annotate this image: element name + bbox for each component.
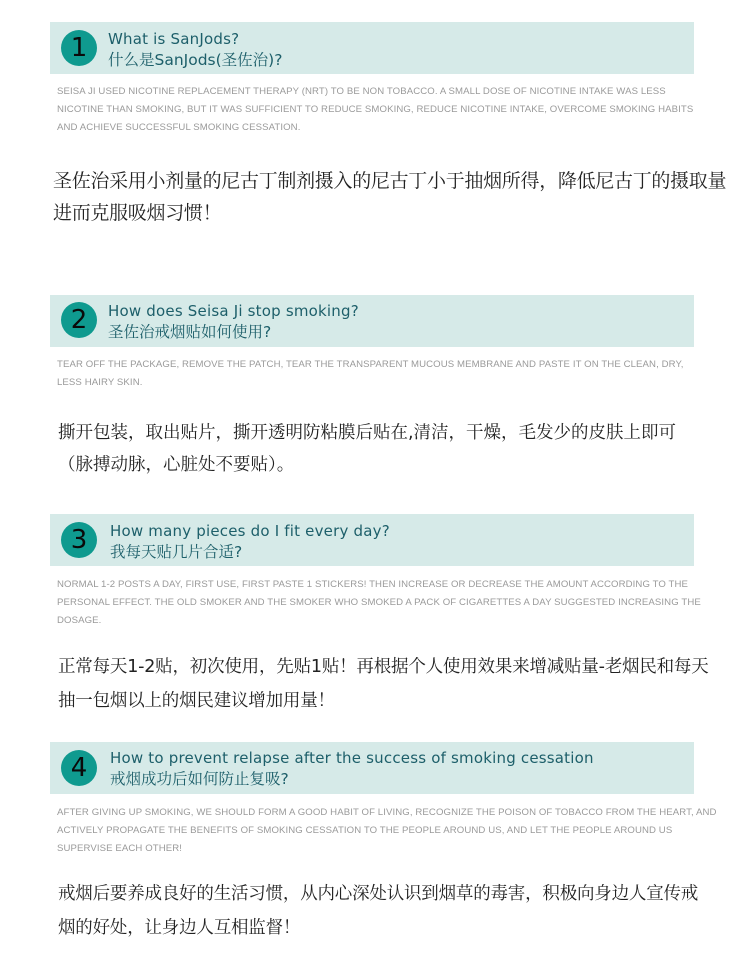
section-number-badge: 3 <box>61 522 97 558</box>
section-body-zh: 撕开包装，取出贴片，撕开透明防粘膜后贴在,清洁，干燥，毛发少的皮肤上即可（脉搏动脉，心脏处不要贴）。 <box>58 423 677 475</box>
section-number-badge: 4 <box>61 750 97 786</box>
section-body-en: AFTER GIVING UP SMOKING, WE SHOULD FORM A GOOD HABIT OF LIVING, RECOGNIZE THE POISON OF TOBACCO FROM THE HEART, AND ACTIVELY PROPAGATE THE BENEFITS OF SMOKING CESSATION TO THE PEOPLE AROUND US, AND LET THE PEOPLE AROUND US SUPERVISE EACH OTHER! <box>57 807 717 854</box>
section-title-zh: 戒烟成功后如何防止复吸? <box>110 770 289 788</box>
section-title-zh: 我每天贴几片合适? <box>110 543 243 561</box>
section-title-en: How to prevent relapse after the success of smoking cessation <box>110 749 594 767</box>
section-title-en: What is SanJods? <box>108 30 240 48</box>
section-body-en: TEAR OFF THE PACKAGE, REMOVE THE PATCH, TEAR THE TRANSPARENT MUCOUS MEMBRANE AND PASTE IT ON THE CLEAN, DRY, LESS HAIRY SKIN. <box>57 359 684 388</box>
section-body-zh: 圣佐治采用小剂量的尼古丁制剂摄入的尼古丁小于抽烟所得，降低尼古丁的摄取量进而克服吸烟习惯！ <box>53 170 727 224</box>
section-body-en: NORMAL 1-2 POSTS A DAY, FIRST USE, FIRST PASTE 1 STICKERS! THEN INCREASE OR DECREASE THE AMOUNT ACCORDING TO THE PERSONAL EFFECT. THE OLD SMOKER AND THE SMOKER WHO SMOKED A PACK OF CIGARETTES A DAY SUGGESTED INCREASING THE DOSAGE. <box>57 579 701 626</box>
section-body-zh: 戒烟后要养成良好的生活习惯，从内心深处认识到烟草的毒害，积极向身边人宣传戒烟的好处，让身边人互相监督！ <box>58 884 699 938</box>
section-title-en: How many pieces do I fit every day? <box>110 522 390 540</box>
section-number-badge: 2 <box>61 302 97 338</box>
section-title-zh: 圣佐治戒烟贴如何使用? <box>108 323 272 341</box>
section-number-badge: 1 <box>61 30 97 66</box>
section-title-zh: 什么是SanJods(圣佐治)? <box>108 51 283 69</box>
section-body-en: SEISA JI USED NICOTINE REPLACEMENT THERAPY (NRT) TO BE NON TOBACCO. A SMALL DOSE OF NICOTINE INTAKE WAS LESS NICOTINE THAN SMOKING, BUT IT WAS SUFFICIENT TO REDUCE SMOKING, REDUCE NICOTINE INTAKE, OVERCOME SMOKING HABITS AND ACHIEVE SUCCESSFUL SMOKING CESSATION. <box>57 86 694 133</box>
section-title-en: How does Seisa Ji stop smoking? <box>108 302 359 320</box>
section-body-zh: 正常每天1-2贴，初次使用，先贴1贴！再根据个人使用效果来增减贴量-老烟民和每天抽一包烟以上的烟民建议增加用量！ <box>58 657 709 711</box>
